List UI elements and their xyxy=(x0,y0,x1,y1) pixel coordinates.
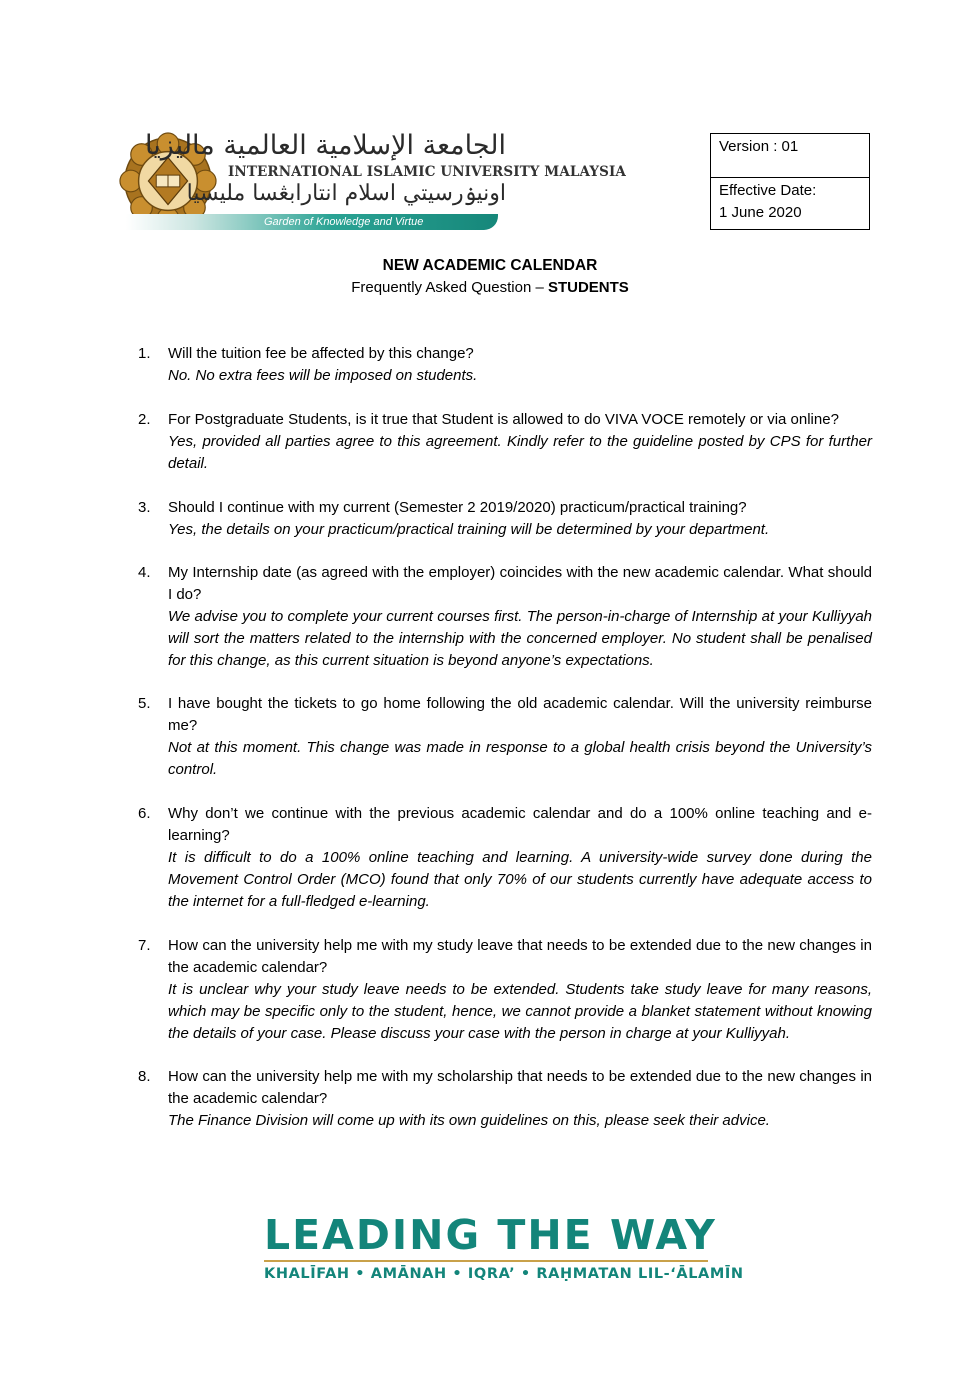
university-logo xyxy=(118,128,626,234)
footer-branding xyxy=(264,1211,744,1282)
faq-item xyxy=(138,497,872,541)
faq-answer: Yes, provided all parties agree to this agreement. Kindly refer to the guideline posted by CPS for further detail. xyxy=(168,433,872,472)
jawi-university-name: اونيۏرسيتي اسلام انتارابڠسا مليسيا xyxy=(186,181,506,206)
faq-item xyxy=(138,1066,872,1132)
faq-number: 5. xyxy=(138,695,151,712)
page-subtitle xyxy=(0,279,980,296)
footer-divider xyxy=(264,1260,708,1262)
footer-slogan: LEADING THE WAY xyxy=(264,1211,717,1259)
effective-date-label: Effective Date: xyxy=(719,182,817,199)
faq-question: How can the university help me with my study leave that needs to be extended due to the new changes in the academic calendar? xyxy=(168,937,872,976)
subtitle-prefix: Frequently Asked Question – xyxy=(351,279,548,296)
faq-question: My Internship date (as agreed with the employer) coincides with the new academic calendar. What should I do? xyxy=(168,564,872,603)
faq-question: Why don’t we continue with the previous academic calendar and do a 100% online teaching and e-learning? xyxy=(168,805,872,844)
faq-item xyxy=(138,562,872,672)
faq-question: I have bought the tickets to go home following the old academic calendar. Will the university reimburse me? xyxy=(168,695,872,734)
faq-item xyxy=(138,343,872,387)
document-version-box xyxy=(710,133,870,230)
faq-item xyxy=(138,409,872,475)
faq-question: For Postgraduate Students, is it true that Student is allowed to do VIVA VOCE remotely or via online? xyxy=(168,411,839,428)
faq-item xyxy=(138,693,872,781)
faq-answer: No. No extra fees will be imposed on students. xyxy=(168,367,478,384)
faq-answer: It is difficult to do a 100% online teaching and learning. A university-wide survey done during the Movement Control Order (MCO) found that only 70% of our students currently have adequate access to the internet for a full-fledged e-learning. xyxy=(168,849,872,910)
faq-number: 6. xyxy=(138,805,151,822)
faq-question: Should I continue with my current (Semester 2 2019/2020) practicum/practical training? xyxy=(168,499,747,516)
effective-date-value: 1 June 2020 xyxy=(719,204,802,221)
faq-answer: It is unclear why your study leave needs to be extended. Students take study leave for many reasons, which may be specific only to the student, hence, we cannot provide a blanket statement without knowing the details of your case. Please discuss your case with the person in charge at your Kulliyyah. xyxy=(168,981,872,1042)
faq-answer: Not at this moment. This change was made in response to a global health crisis beyond the University’s control. xyxy=(168,739,872,778)
university-name: INTERNATIONAL ISLAMIC UNIVERSITY MALAYSIA xyxy=(228,164,626,180)
faq-number: 3. xyxy=(138,499,151,516)
effective-date-cell xyxy=(711,178,869,224)
page-title: NEW ACADEMIC CALENDAR xyxy=(382,257,598,274)
faq-answer: Yes, the details on your practicum/practical training will be determined by your department. xyxy=(168,521,770,538)
faq-number: 4. xyxy=(138,564,151,581)
subtitle-audience: STUDENTS xyxy=(547,279,629,296)
faq-answer: We advise you to complete your current courses first. The person-in-charge of Internship at your Kulliyyah will sort the matters related to the internship with the concerned employer. No student shall be penalised for this change, as this current situation is beyond anyone’s expectations. xyxy=(168,608,872,669)
faq-list xyxy=(138,343,872,1132)
arabic-university-name: الجامعة الإسلامية العالمية ماليزيا xyxy=(145,130,506,161)
faq-answer: The Finance Division will come up with its own guidelines on this, please seek their advice. xyxy=(168,1112,770,1129)
faq-number: 7. xyxy=(138,937,151,954)
faq-question: How can the university help me with my scholarship that needs to be extended due to the new changes in the academic calendar? xyxy=(168,1068,872,1107)
tagline: Garden of Knowledge and Virtue xyxy=(264,216,424,228)
faq-item xyxy=(138,803,872,913)
faq-number: 2. xyxy=(138,411,151,428)
version-label: Version : 01 xyxy=(711,134,869,178)
faq-number: 1. xyxy=(138,345,151,362)
faq-number: 8. xyxy=(138,1068,151,1085)
faq-question: Will the tuition fee be affected by this change? xyxy=(168,345,474,362)
faq-item xyxy=(138,935,872,1045)
footer-values: KHALĪFAH • AMĀNAH • IQRA’ • RAḤMATAN LIL-‘ĀLAMĪN xyxy=(264,1266,744,1282)
